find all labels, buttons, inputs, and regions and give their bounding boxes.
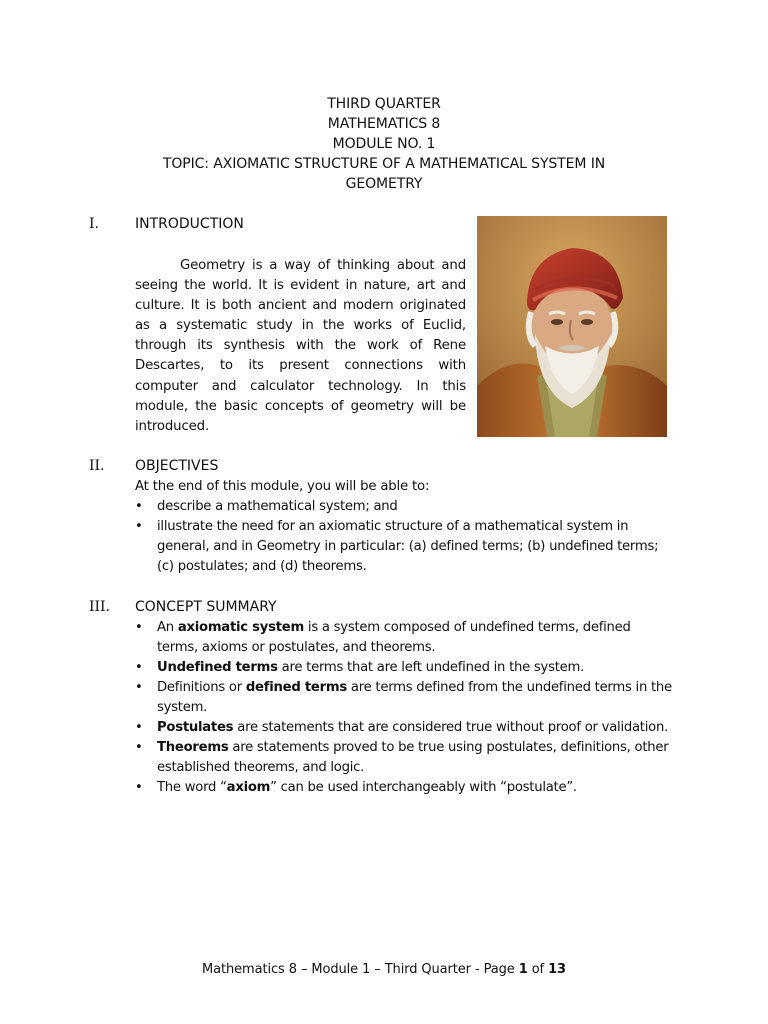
header-quarter: THIRD QUARTER: [327, 96, 441, 112]
concept-item: [135, 738, 675, 778]
concept-term: axiom: [226, 780, 271, 795]
concept-item: [135, 778, 675, 798]
concept-item: [135, 718, 675, 738]
section-number-concept-summary: III.: [89, 599, 111, 615]
objectives-lead: At the end of this module, you will be able to:: [135, 479, 430, 494]
section-number-objectives: II.: [89, 458, 105, 474]
concept-term: Postulates: [157, 720, 234, 735]
concept-text: is a system composed of undefined terms, defined terms, axioms or postulates, and theorems.: [157, 620, 631, 655]
concept-term: Theorems: [157, 740, 229, 755]
concept-summary-list: [135, 618, 675, 798]
header-topic-cont: GEOMETRY: [345, 176, 423, 192]
concept-term: Undefined terms: [157, 660, 278, 675]
section-title-objectives: OBJECTIVES: [135, 458, 219, 474]
concept-text: are statements that are considered true without proof or validation.: [233, 720, 669, 735]
footer-of: of: [527, 962, 549, 977]
concept-text: Definitions or: [157, 680, 246, 695]
concept-term: axiomatic system: [177, 620, 304, 635]
bullet-icon: •: [135, 780, 143, 795]
concept-text: are terms defined from the undefined terms in the system.: [157, 680, 672, 715]
section-number-introduction: I.: [89, 216, 99, 232]
concept-term: defined terms: [245, 680, 347, 695]
concept-text: are statements proved to be true using postulates, definitions, other established theorems, and logic.: [157, 740, 669, 775]
page-footer: [0, 961, 768, 979]
objective-text: describe a mathematical system; and: [157, 499, 398, 514]
objective-item: [135, 517, 675, 577]
concept-text: are terms that are left undefined in the system.: [277, 660, 585, 675]
bullet-icon: •: [135, 620, 143, 635]
header-topic: TOPIC: AXIOMATIC STRUCTURE OF A MATHEMATICAL SYSTEM IN: [162, 156, 606, 172]
footer-total-pages: 13: [548, 962, 566, 977]
footer-prefix: Mathematics 8 – Module 1 – Third Quarter - Page: [202, 962, 519, 977]
concept-item: [135, 618, 675, 658]
concept-text: The word “: [157, 780, 227, 795]
concept-item: [135, 678, 675, 718]
introduction-body: Geometry is a way of thinking about and seeing the world. It is evident in nature, art and culture. It is both ancient and modern originated as a systematic study in the works of Euclid, through its synthesis with the work of Rene Descartes, to its present connections with computer and calculator technology. In this module, the basic concepts of geometry will be introduced.: [135, 258, 466, 434]
objectives-list: [135, 497, 675, 577]
header-module: MODULE NO. 1: [332, 136, 436, 152]
concept-text: An: [157, 620, 178, 635]
section-title-concept-summary: CONCEPT SUMMARY: [135, 599, 277, 615]
concept-text: ” can be used interchangeably with “postulate”.: [270, 780, 577, 795]
objective-item: [135, 497, 675, 517]
header-subject: MATHEMATICS 8: [327, 116, 441, 132]
euclid-portrait: [477, 216, 667, 437]
introduction-paragraph: [135, 256, 466, 437]
footer-page-number: 1: [518, 962, 528, 977]
bullet-icon: •: [135, 519, 143, 534]
objective-text: illustrate the need for an axiomatic structure of a mathematical system in general, and in Geometry in particular: (a) defined terms; (b) undefined terms; (c) postulates; and (d) theorems.: [157, 519, 659, 574]
concept-item: [135, 658, 675, 678]
bullet-icon: •: [135, 740, 143, 755]
bullet-icon: •: [135, 680, 143, 695]
bullet-icon: •: [135, 720, 143, 735]
bullet-icon: •: [135, 660, 143, 675]
section-title-introduction: INTRODUCTION: [135, 216, 244, 232]
bullet-icon: •: [135, 499, 143, 514]
document-header: [0, 94, 768, 194]
